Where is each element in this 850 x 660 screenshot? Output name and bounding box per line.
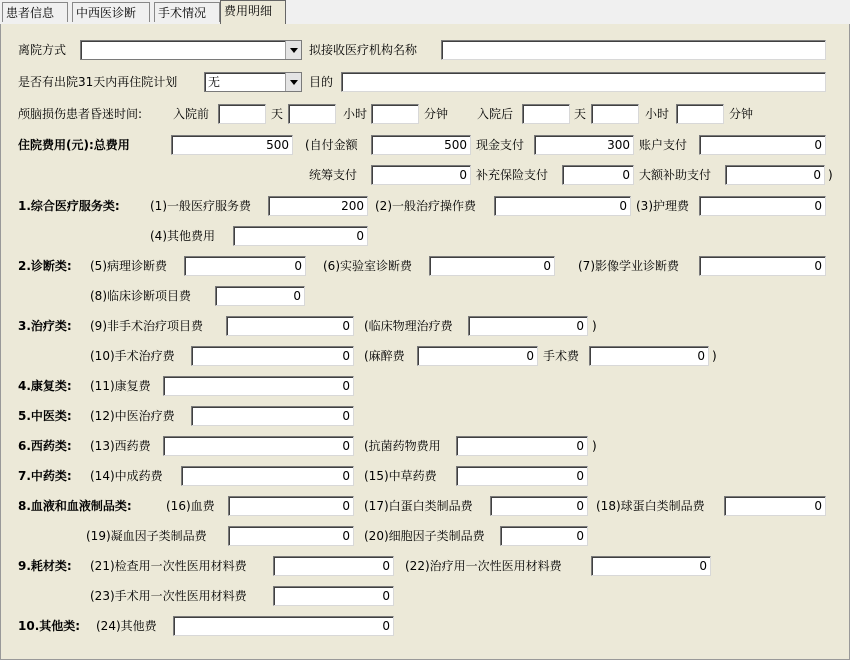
coma-before-minute-input[interactable] bbox=[371, 104, 419, 124]
non-surgical-input[interactable]: 0 bbox=[226, 316, 354, 336]
coma-before-hour-input[interactable] bbox=[288, 104, 336, 124]
close-paren: ) bbox=[592, 319, 597, 333]
chinese-patent-medicine-label: (14)中成药费 bbox=[90, 469, 163, 483]
cytokine-input[interactable]: 0 bbox=[500, 526, 588, 546]
globulin-input[interactable]: 0 bbox=[724, 496, 826, 516]
coagulation-factor-input[interactable]: 0 bbox=[228, 526, 354, 546]
category-9-label: 9.耗材类: bbox=[18, 559, 72, 573]
close-paren: ) bbox=[712, 349, 717, 363]
general-treatment-input[interactable]: 0 bbox=[494, 196, 631, 216]
close-paren: ) bbox=[828, 168, 833, 182]
other-category-fee-label: (24)其他费 bbox=[96, 619, 157, 633]
blood-fee-label: (16)血费 bbox=[166, 499, 215, 513]
antibiotic-label: (抗菌药物费用 bbox=[364, 439, 441, 453]
day-unit: 天 bbox=[574, 107, 587, 121]
discharge-method-label: 离院方式 bbox=[18, 43, 67, 57]
account-pay-label: 账户支付 bbox=[639, 138, 688, 152]
general-service-input[interactable]: 200 bbox=[268, 196, 368, 216]
cytokine-label: (20)细胞因子类制品费 bbox=[364, 529, 485, 543]
coma-before-day-input[interactable] bbox=[218, 104, 266, 124]
treatment-material-label: (22)治疗用一次性医用材料费 bbox=[405, 559, 562, 573]
other-category-fee-input[interactable]: 0 bbox=[173, 616, 394, 636]
coma-after-hour-input[interactable] bbox=[591, 104, 639, 124]
physiotherapy-input[interactable]: 0 bbox=[468, 316, 588, 336]
institution-label: 拟接收医疗机构名称 bbox=[309, 43, 418, 57]
tab-cost-detail[interactable]: 费用明细 bbox=[220, 0, 286, 24]
blood-fee-input[interactable]: 0 bbox=[228, 496, 354, 516]
tab-patient-info[interactable]: 患者信息 bbox=[2, 2, 68, 22]
category-5-label: 5.中医类: bbox=[18, 409, 72, 423]
purpose-label: 目的 bbox=[309, 75, 334, 89]
western-drug-label: (13)西药费 bbox=[90, 439, 151, 453]
exam-material-label: (21)检查用一次性医用材料费 bbox=[90, 559, 247, 573]
lab-diagnosis-input[interactable]: 0 bbox=[429, 256, 555, 276]
general-treatment-label: (2)一般治疗操作费 bbox=[375, 199, 476, 213]
nursing-input[interactable]: 0 bbox=[699, 196, 826, 216]
category-8-label: 8.血液和血液制品类: bbox=[18, 499, 132, 513]
dropdown-arrow-icon[interactable] bbox=[285, 41, 301, 59]
nursing-label: (3)护理费 bbox=[636, 199, 689, 213]
discharge-method-select[interactable] bbox=[80, 40, 302, 60]
clinical-diagnosis-label: (8)临床诊断项目费 bbox=[90, 289, 191, 303]
category-7-label: 7.中药类: bbox=[18, 469, 72, 483]
tab-surgery[interactable]: 手术情况 bbox=[154, 2, 220, 22]
other-fee-label: (4)其他费用 bbox=[150, 229, 215, 243]
anesthesia-label: (麻醉费 bbox=[364, 349, 405, 363]
day-unit: 天 bbox=[271, 107, 284, 121]
category-2-label: 2.诊断类: bbox=[18, 259, 72, 273]
coagulation-factor-label: (19)凝血因子类制品费 bbox=[86, 529, 207, 543]
hour-unit: 小时 bbox=[645, 107, 670, 121]
exam-material-input[interactable]: 0 bbox=[273, 556, 394, 576]
surgery-material-label: (23)手术用一次性医用材料费 bbox=[90, 589, 247, 603]
large-subsidy-label: 大额补助支付 bbox=[639, 168, 712, 182]
imaging-label: (7)影像学业诊断费 bbox=[578, 259, 679, 273]
minute-unit: 分钟 bbox=[729, 107, 754, 121]
general-service-label: (1)一般医疗服务费 bbox=[150, 199, 251, 213]
surgical-treatment-input[interactable]: 0 bbox=[191, 346, 354, 366]
imaging-input[interactable]: 0 bbox=[699, 256, 826, 276]
treatment-material-input[interactable]: 0 bbox=[591, 556, 711, 576]
self-pay-input[interactable]: 500 bbox=[371, 135, 471, 155]
rehab-label: (11)康复费 bbox=[90, 379, 151, 393]
surgery-material-input[interactable]: 0 bbox=[273, 586, 394, 606]
category-4-label: 4.康复类: bbox=[18, 379, 72, 393]
pooled-pay-label: 统筹支付 bbox=[309, 168, 358, 182]
coma-before-label: 入院前 bbox=[173, 107, 210, 121]
category-3-label: 3.治疗类: bbox=[18, 319, 72, 333]
purpose-input[interactable] bbox=[341, 72, 826, 92]
coma-after-label: 入院后 bbox=[477, 107, 514, 121]
coma-time-label: 颅脑损伤患者昏迷时间: bbox=[18, 107, 143, 121]
rehab-input[interactable]: 0 bbox=[163, 376, 354, 396]
supplementary-insurance-label: 补充保险支付 bbox=[476, 168, 549, 182]
antibiotic-input[interactable]: 0 bbox=[456, 436, 588, 456]
non-surgical-label: (9)非手术治疗项目费 bbox=[90, 319, 203, 333]
institution-input[interactable] bbox=[441, 40, 826, 60]
close-paren: ) bbox=[592, 439, 597, 453]
clinical-diagnosis-input[interactable]: 0 bbox=[215, 286, 305, 306]
tab-bar bbox=[0, 0, 850, 25]
total-cost-label: 住院费用(元):总费用 bbox=[18, 138, 130, 152]
other-fee-input[interactable]: 0 bbox=[233, 226, 368, 246]
herbal-medicine-label: (15)中草药费 bbox=[364, 469, 437, 483]
readmit-label: 是否有出院31天内再住院计划 bbox=[18, 75, 178, 89]
minute-unit: 分钟 bbox=[424, 107, 449, 121]
large-subsidy-input[interactable]: 0 bbox=[725, 165, 825, 185]
hour-unit: 小时 bbox=[343, 107, 368, 121]
surgery-fee-label: 手术费 bbox=[543, 349, 580, 363]
coma-after-minute-input[interactable] bbox=[676, 104, 724, 124]
self-pay-label: (自付金额 bbox=[305, 138, 358, 152]
herbal-medicine-input[interactable]: 0 bbox=[456, 466, 588, 486]
tcm-treatment-label: (12)中医治疗费 bbox=[90, 409, 175, 423]
readmit-select[interactable] bbox=[204, 72, 302, 92]
supplementary-insurance-input[interactable]: 0 bbox=[562, 165, 634, 185]
lab-diagnosis-label: (6)实验室诊断费 bbox=[323, 259, 412, 273]
western-drug-input[interactable]: 0 bbox=[163, 436, 354, 456]
globulin-label: (18)球蛋白类制品费 bbox=[596, 499, 705, 513]
category-6-label: 6.西药类: bbox=[18, 439, 72, 453]
category-1-label: 1.综合医疗服务类: bbox=[18, 199, 120, 213]
surgical-treatment-label: (10)手术治疗费 bbox=[90, 349, 175, 363]
chinese-patent-medicine-input[interactable]: 0 bbox=[181, 466, 354, 486]
tab-diagnosis[interactable]: 中西医诊断 bbox=[72, 2, 150, 22]
anesthesia-input[interactable]: 0 bbox=[417, 346, 538, 366]
tcm-treatment-input[interactable]: 0 bbox=[191, 406, 354, 426]
physiotherapy-label: (临床物理治疗费 bbox=[364, 319, 453, 333]
dropdown-arrow-icon[interactable] bbox=[285, 73, 301, 91]
pathology-label: (5)病理诊断费 bbox=[90, 259, 167, 273]
total-cost-input[interactable]: 500 bbox=[171, 135, 293, 155]
cash-pay-input[interactable]: 300 bbox=[534, 135, 634, 155]
account-pay-input[interactable]: 0 bbox=[699, 135, 826, 155]
pooled-pay-input[interactable]: 0 bbox=[371, 165, 471, 185]
cash-pay-label: 现金支付 bbox=[476, 138, 525, 152]
surgery-fee-input[interactable]: 0 bbox=[589, 346, 709, 366]
coma-after-day-input[interactable] bbox=[522, 104, 570, 124]
pathology-input[interactable]: 0 bbox=[184, 256, 306, 276]
albumin-label: (17)白蛋白类制品费 bbox=[364, 499, 473, 513]
albumin-input[interactable]: 0 bbox=[490, 496, 588, 516]
category-10-label: 10.其他类: bbox=[18, 619, 81, 633]
readmit-value: 无 bbox=[208, 75, 221, 89]
